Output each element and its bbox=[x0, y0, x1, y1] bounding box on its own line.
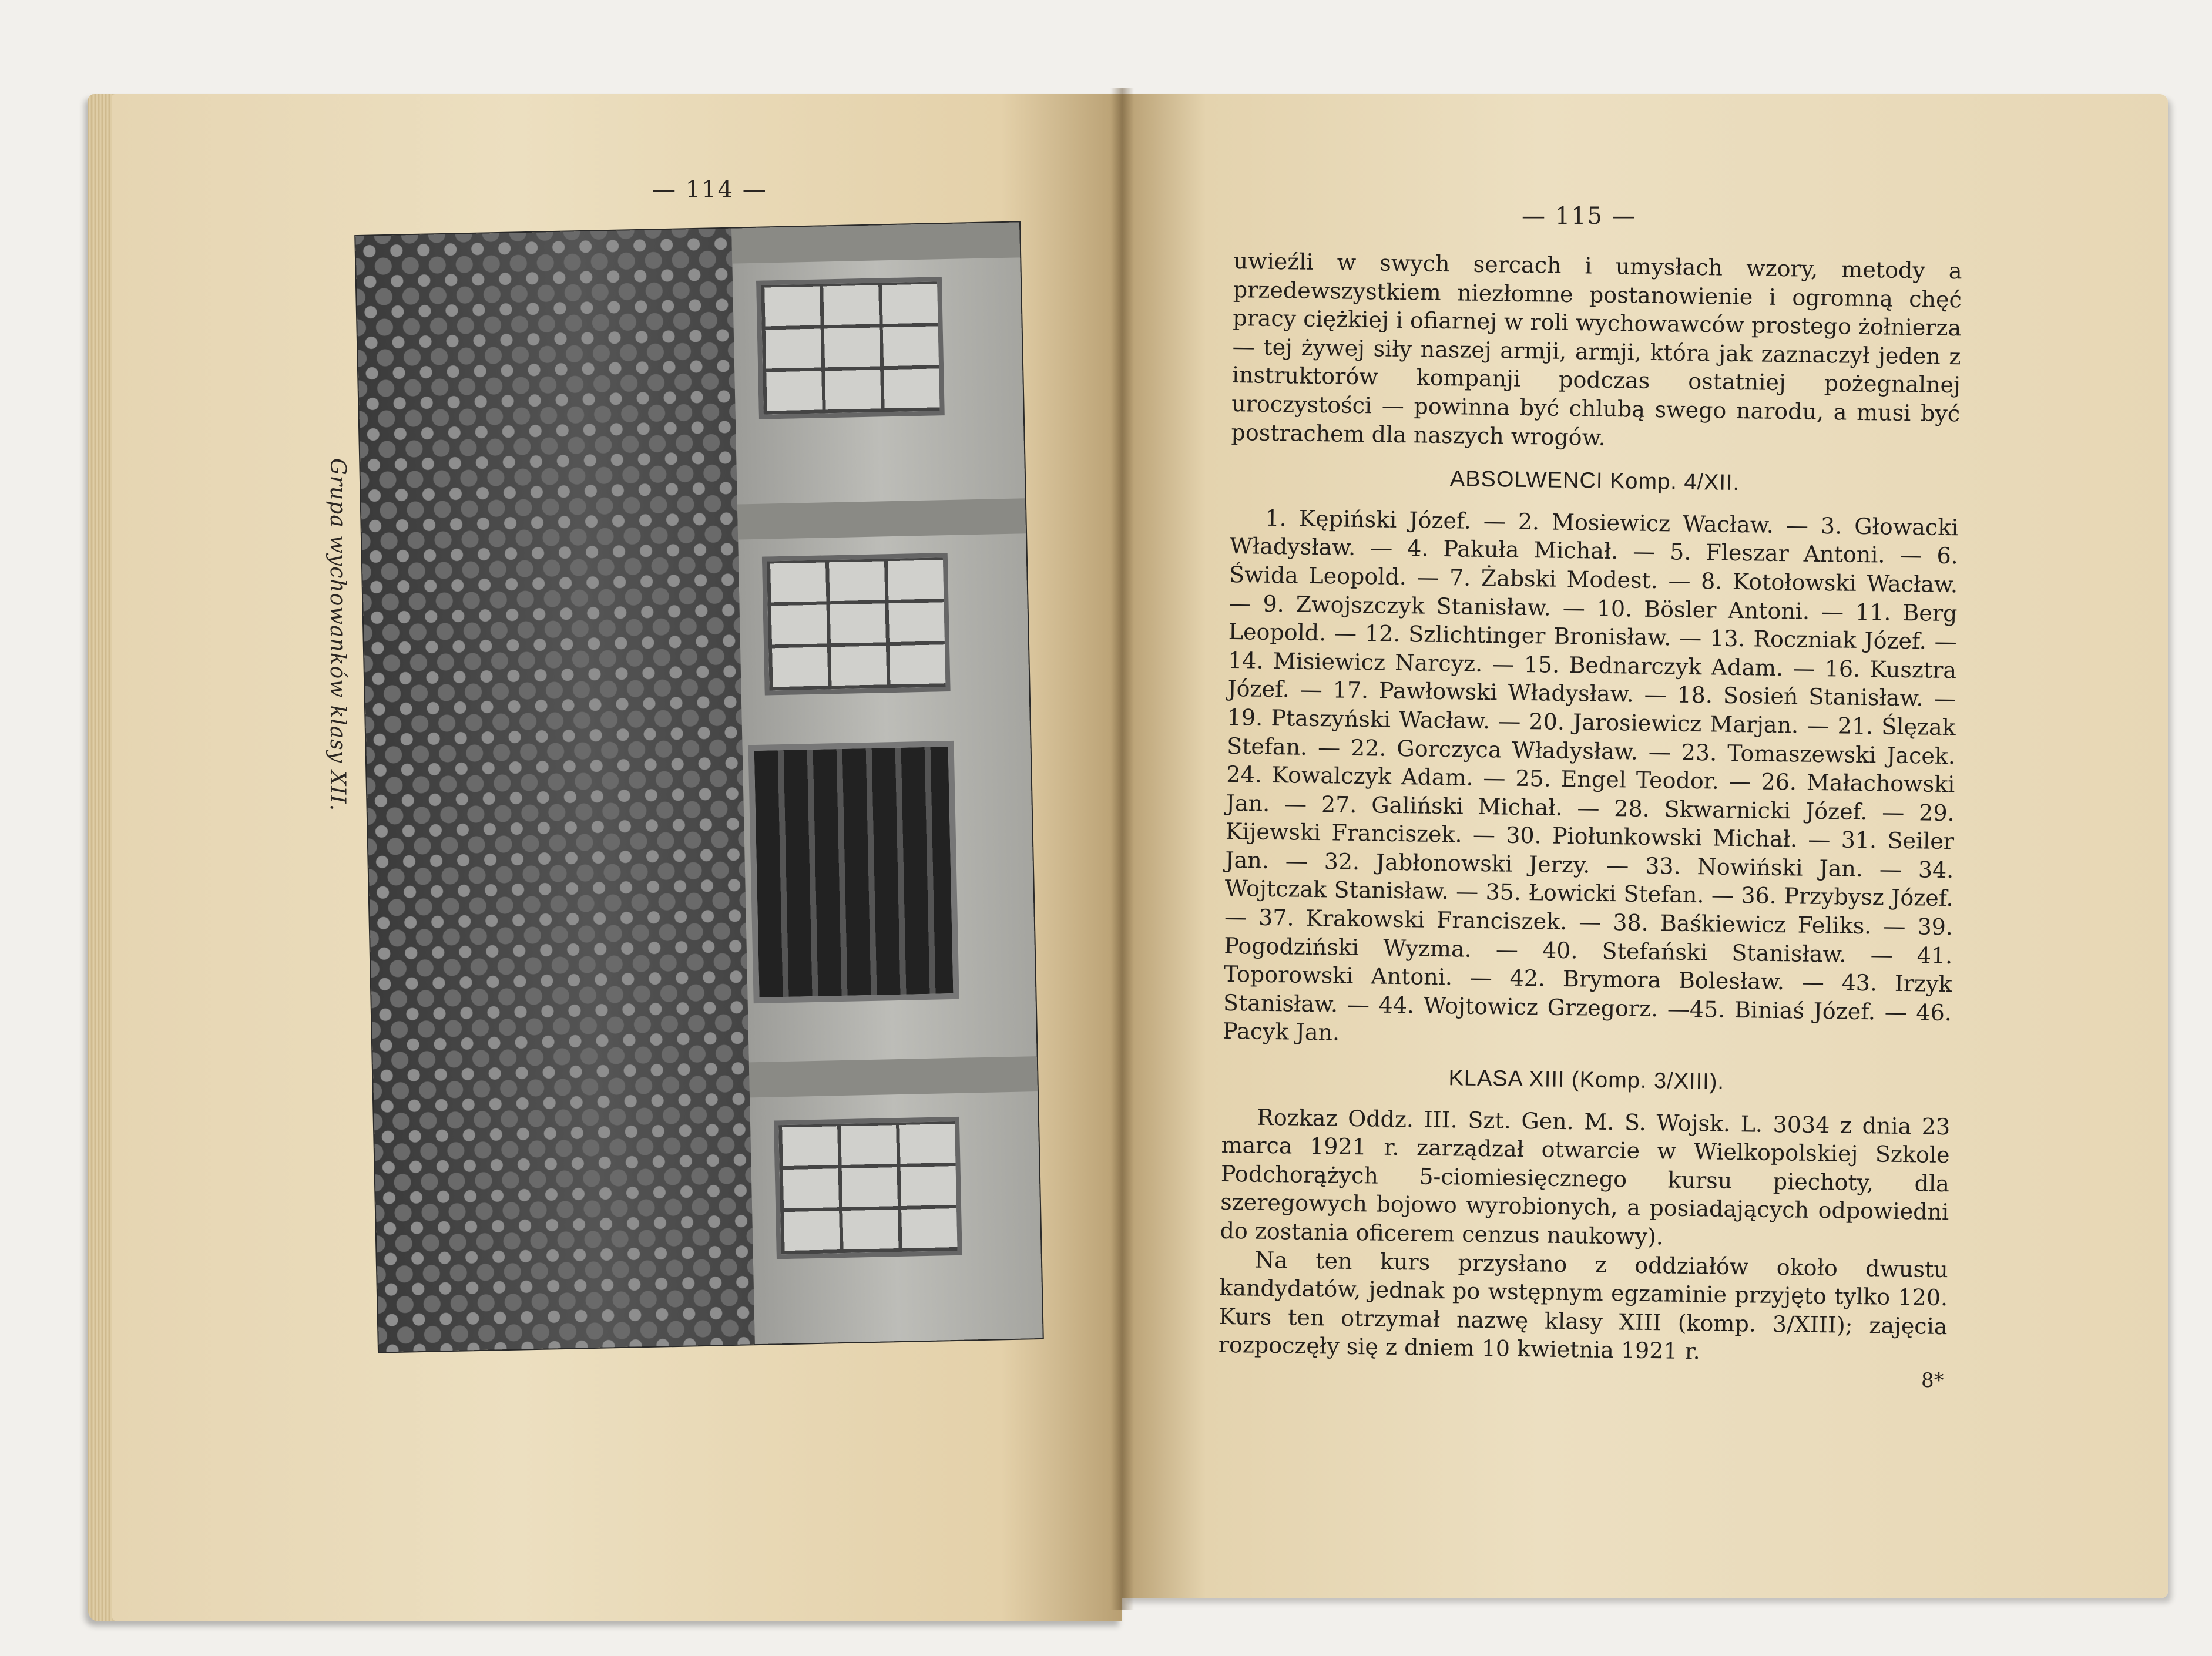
photo-building bbox=[731, 222, 1043, 1344]
klasa-heading: KLASA XIII (Komp. 3/XIII). bbox=[1448, 1066, 1725, 1094]
right-page-number: — 115 — bbox=[1522, 203, 1637, 230]
paragraph-order: Rozkaz Oddz. III. Szt. Gen. M. S. Wojsk. L. 3034 z dnia 23 marca 1921 r. zarządzał otwarcie w Wielkopolskiej Szkole Podchorążych 5-ciomiesięcznego kursu piechoty, dla szeregowych bojowo wyrobionych, a posiadających odpowiedni do zostania oficerem cenzus naukowy). bbox=[1220, 1104, 1951, 1250]
right-page-text bbox=[1219, 247, 1962, 1369]
photo-door bbox=[748, 741, 959, 1003]
photo-cornice bbox=[731, 222, 1020, 263]
intro-paragraph: uwieźli w swych sercach i umysłach wzory, metody a przedewszystkiem niezłomne postanowienie i ogromną chęć pracy ciężkiej i ofiarnej w roli wychowawców prostego żołnierza — tej żywej siły naszej armji, armji, która jak zaznaczył jeden z instruktorów kompanji podczas ostatniej pożegnalnej uroczystości — powinna być chlubą swego narodu, a musi być postrachem dla naszych wrogów. bbox=[1231, 247, 1962, 451]
paragraph-course: Na ten kurs przysłano z oddziałów około dwustu kandydatów, jednak po wstępnym egzaminie przyjęto tylko 120. Kurs ten otrzymał nazwę klasy XIII (komp. 3/XIII); zajęcia rozpoczęły się z dniem 10 kwietnia 1921 r. bbox=[1218, 1247, 1949, 1365]
photo-window bbox=[756, 277, 945, 419]
book-gutter bbox=[1110, 88, 1134, 1610]
page-edges bbox=[88, 94, 112, 1621]
group-photo bbox=[355, 222, 1043, 1352]
absolwenci-list: 1. Kępiński Józef. — 2. Mosiewicz Wacław. — 3. Głowacki Władysław. — 4. Pakuła Michał. — 5. Fleszar Antoni. — 6. Świda Leopold. — 7. Żabski Modest. — 8. Kotołowski Wacław. — 9. Zwojszczyk Stanisław. — 10. Bösler Antoni. — 11. Berg Leopold. — 12. Szlichtinger Bronisław. — 13. Roczniak Józef. — 14. Misiewicz Narcyz. — 15. Bednarczyk Adam. — 16. Kusztra Józef. — 17. Pawłowski Władysław. — 18. Sosień Stanisław. — 19. Ptaszyński Wacław. — 20. Jarosiewicz Marjan. — 21. Ślęzak Stefan. — 22. Gorczyca Władysław. — 23. Tomaszewski Jacek. 24. Kowalczyk Adam. — 25. Engel Teodor. — 26. Małachowski Jan. — 27. Galiński Michał. — 28. Skwarnicki Józef. — 29. Kijewski Franciszek. — 30. Piołunkowski Michał. — 31. Seiler Jan. — 32. Jabłonowski Jerzy. — 33. Nowiński Jan. — 34. Wojtczak Stanisław. — 35. Łowicki Stefan. — 36. Przybysz Józef. — 37. Krakowski Franciszek. — 38. Baśkiewicz Feliks. — 39. Pogodziński Wyzma. — 40. Stefański Stanisław. — 41. Toporowski Antoni. — 42. Brymora Bolesław. — 43. Irzyk Stanisław. — 44. Wojtowicz Grzegorz. —45. Biniaś Józef. — 46. Pacyk Jan. bbox=[1223, 505, 1959, 1046]
left-page-number: — 114 — bbox=[652, 176, 767, 203]
photo-cornice bbox=[737, 498, 1026, 539]
photo-window bbox=[762, 553, 951, 696]
photo-caption: Grupa wychowanków klasy XII. bbox=[325, 458, 350, 812]
signature-mark: 8* bbox=[1921, 1369, 1944, 1392]
photo-window bbox=[774, 1117, 962, 1259]
absolwenci-heading: ABSOLWENCI Komp. 4/XII. bbox=[1449, 466, 1740, 496]
photo-cornice bbox=[749, 1056, 1038, 1097]
photo-crowd bbox=[355, 229, 755, 1352]
